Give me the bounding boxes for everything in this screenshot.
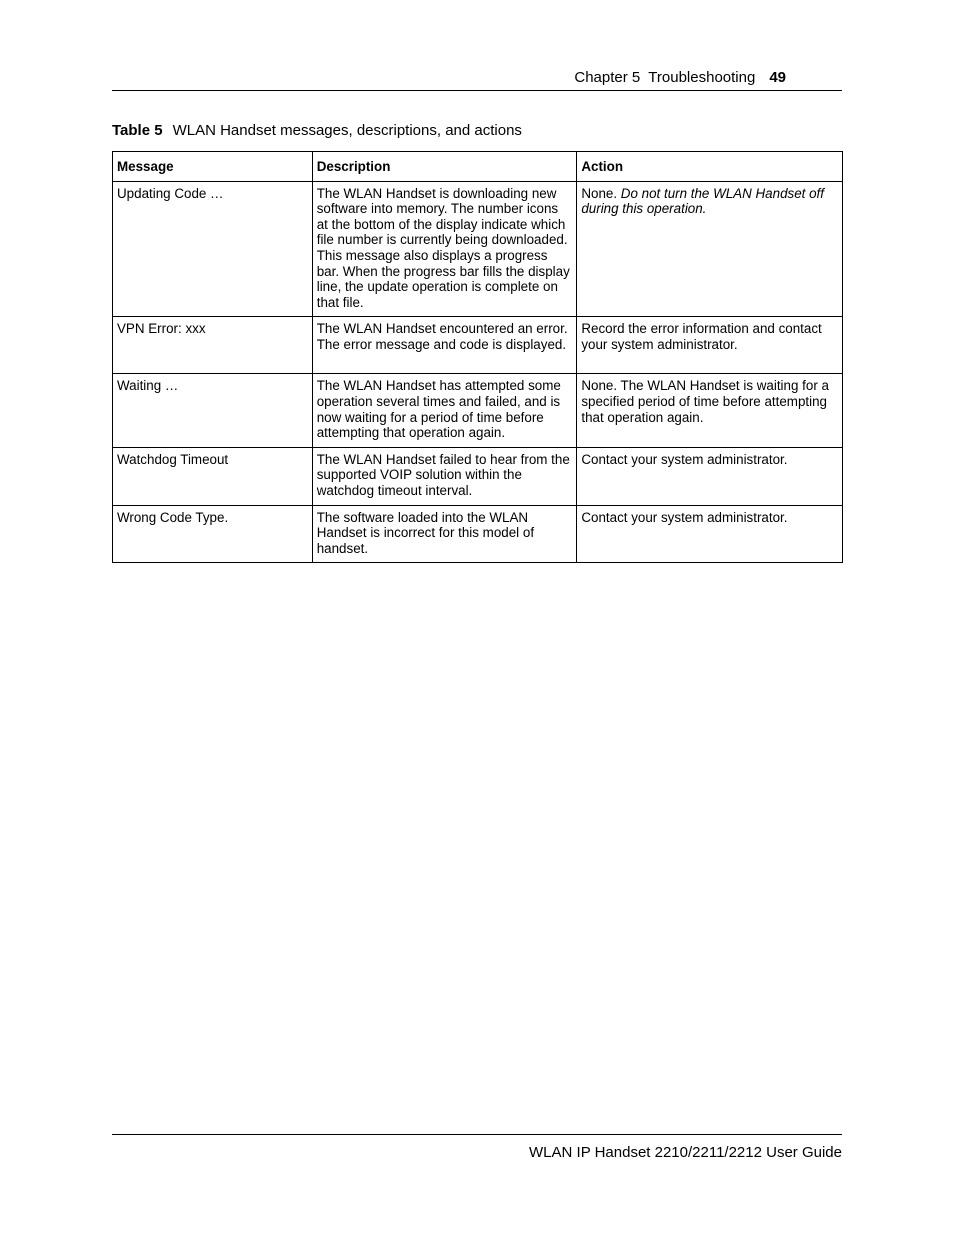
table-row (113, 181, 843, 317)
table-caption-title: WLAN Handset messages, descriptions, and actions (172, 122, 522, 139)
action-cell: Contact your system administrator. (577, 505, 843, 563)
message-cell: VPN Error: xxx (113, 317, 313, 374)
action-cell (577, 181, 843, 317)
description-cell: The WLAN Handset has attempted some operation several times and failed, and is now waiting for a period of time before attempting that operation again. (312, 374, 577, 447)
message-cell: Waiting … (113, 374, 313, 447)
page-footer (112, 1134, 842, 1161)
table-row (113, 505, 843, 563)
table-row (113, 374, 843, 447)
action-cell: Contact your system administrator. (577, 447, 843, 505)
table-row (113, 447, 843, 505)
description-cell: The WLAN Handset failed to hear from the supported VOIP solution within the watchdog timeout interval. (312, 447, 577, 505)
action-cell: Record the error information and contact your system administrator. (577, 317, 843, 374)
column-header-action: Action (577, 152, 843, 182)
action-warning-text: Do not turn the WLAN Handset off during this operation. (581, 185, 824, 217)
messages-table (112, 151, 843, 563)
table-header-row (113, 152, 843, 182)
column-header-description: Description (312, 152, 577, 182)
header-line (574, 69, 842, 86)
description-cell: The software loaded into the WLAN Handset is incorrect for this model of handset. (312, 505, 577, 563)
chapter-title: Chapter 5 Troubleshooting (574, 69, 756, 86)
table-caption (112, 122, 522, 139)
message-cell: Updating Code … (113, 181, 313, 317)
message-cell: Wrong Code Type. (113, 505, 313, 563)
table-caption-number: Table 5 (112, 122, 163, 139)
column-header-message: Message (113, 152, 313, 182)
action-cell: None. The WLAN Handset is waiting for a specified period of time before attempting that operation again. (577, 374, 843, 447)
description-cell: The WLAN Handset is downloading new software into memory. The number icons at the bottom of the display indicate which file number is currently being downloaded. This message also displays a progress bar. When the progress bar fills the display line, the update operation is complete on that file. (312, 181, 577, 317)
message-cell: Watchdog Timeout (113, 447, 313, 505)
page-header (112, 66, 842, 91)
page-number: 49 (769, 69, 786, 86)
action-text: None. (581, 185, 621, 201)
guide-title: WLAN IP Handset 2210/2211/2212 User Guide (529, 1144, 842, 1161)
table-row (113, 317, 843, 374)
description-cell: The WLAN Handset encountered an error. The error message and code is displayed. (312, 317, 577, 374)
